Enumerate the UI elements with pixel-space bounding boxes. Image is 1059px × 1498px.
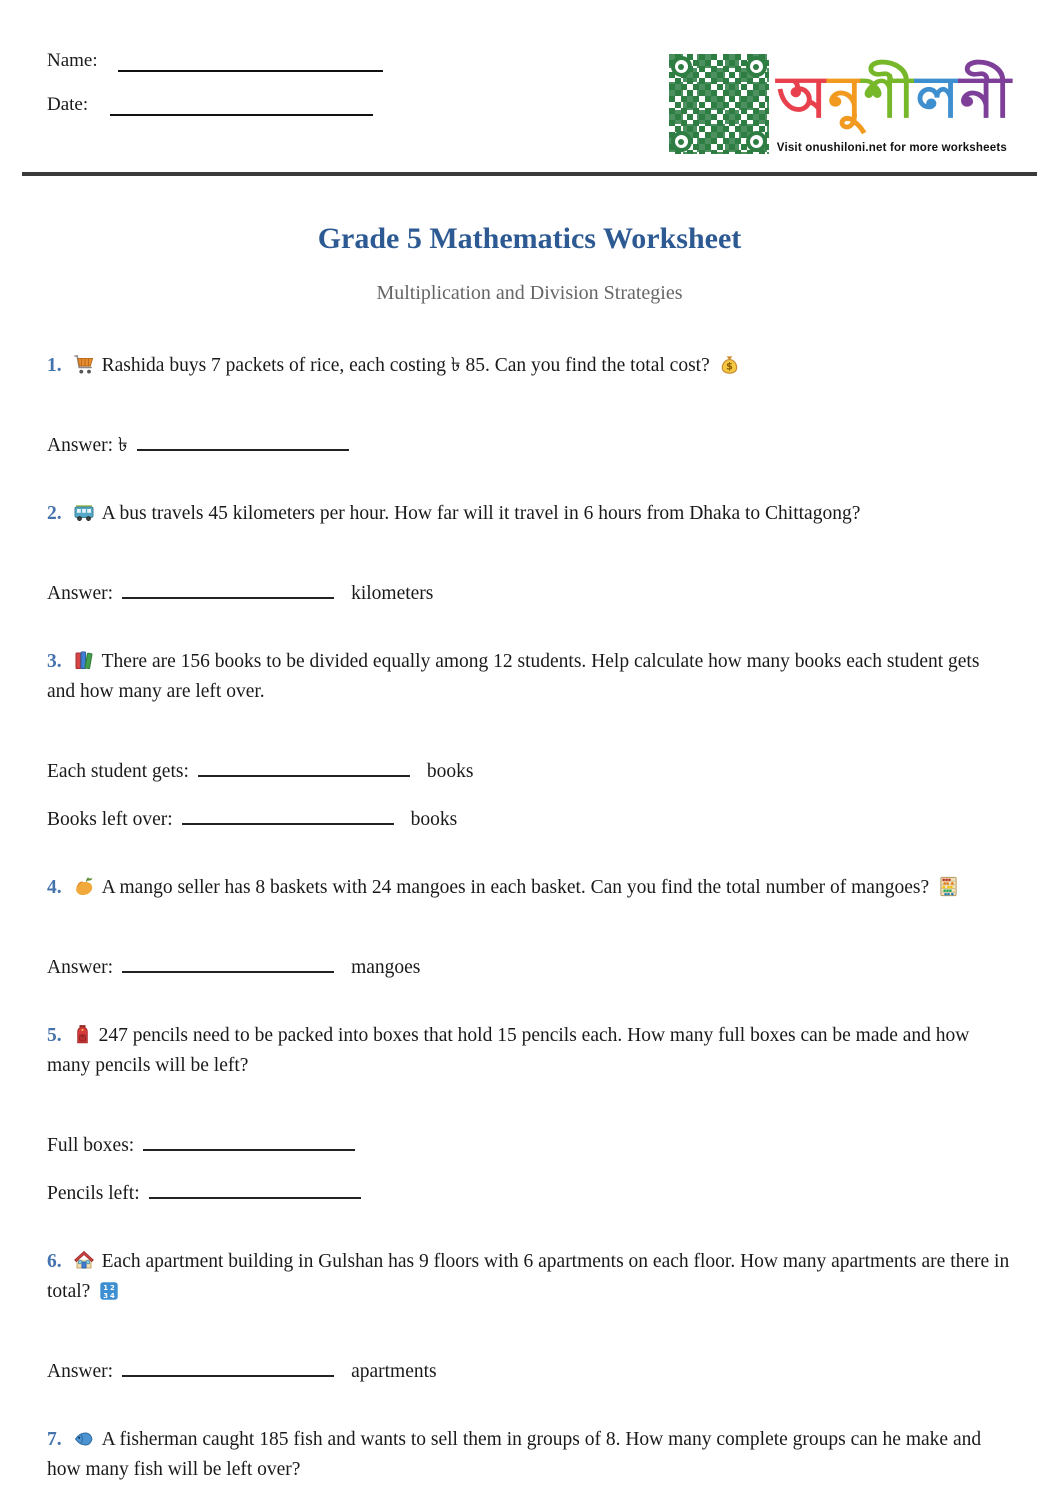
answer-label: Full boxes: [47, 1135, 135, 1156]
question-number: 1. [47, 355, 62, 376]
question-text: A fisherman caught 185 fish and wants to sell them in groups of 8. How many complete groups can he make and how many fish will be left over? [47, 1429, 982, 1480]
question-text: A bus travels 45 kilometers per hour. How far will it travel in 6 hours from Dhaka to Chittagong? [101, 503, 861, 524]
page-title: Grade 5 Mathematics Worksheet [317, 222, 742, 255]
question-text: There are 156 books to be divided equally among 12 students. Help calculate how many books each student gets and how many are left over. [47, 651, 980, 702]
answer-label: Answer: [47, 583, 114, 604]
question-5 [47, 1021, 1012, 1081]
question-4 [47, 873, 1012, 903]
question-3 [47, 647, 1012, 707]
question-7 [47, 1425, 1012, 1485]
logo-bengali-wordmark [777, 54, 1012, 140]
qr-finder-icon [671, 56, 692, 77]
qr-code [669, 54, 769, 154]
answer-blank [182, 805, 394, 825]
onushiloni-logo [669, 54, 1012, 154]
answer-unit: apartments [351, 1361, 437, 1382]
question-list [47, 351, 1012, 1485]
question-number: 7. [47, 1429, 62, 1450]
header-divider [22, 172, 1037, 176]
date-blank-line [110, 96, 373, 116]
answer-label: Books left over: [47, 809, 173, 830]
logo-tagline: Visit onushiloni.net for more worksheets [776, 142, 1007, 154]
answer-label: Each student gets: [47, 761, 189, 782]
question-number: 2. [47, 503, 62, 524]
date-label: Date: [47, 94, 89, 115]
question-6 [47, 1247, 1012, 1307]
answer-unit: books [426, 761, 474, 782]
fish-icon [72, 1425, 96, 1455]
answer-label: Answer: ৳ [47, 435, 128, 456]
answer-blank [122, 953, 334, 973]
question-1 [47, 351, 1012, 381]
name-label: Name: [47, 50, 98, 71]
answer-blank [143, 1131, 355, 1151]
logo-letter: অ [776, 63, 829, 131]
question-number: 6. [47, 1251, 62, 1272]
answer-blank [122, 579, 334, 599]
svg-text:1: 1 [103, 1284, 109, 1293]
logo-letter: শী [863, 63, 916, 131]
answer-blank [149, 1179, 361, 1199]
question-text: Each apartment building in Gulshan has 9 floors with 6 apartments on each floor. How many apartments are there in total? [47, 1251, 1010, 1302]
answer-row [47, 579, 1012, 605]
answer-blank [137, 431, 349, 451]
qr-finder-icon [746, 131, 767, 152]
answer-label: Answer: [47, 957, 114, 978]
answer-row [47, 1179, 1012, 1205]
mango-icon [72, 873, 96, 903]
answer-blank [198, 757, 410, 777]
logo-letter: নী [959, 63, 1012, 131]
answer-row [47, 1131, 1012, 1157]
question-number: 3. [47, 651, 62, 672]
question-number: 5. [47, 1025, 62, 1046]
answer-unit: books [410, 809, 458, 830]
answer-unit: kilometers [351, 583, 434, 604]
logo-text-block [777, 54, 1012, 154]
answer-label: Pencils left: [47, 1183, 140, 1204]
qr-finder-icon [746, 56, 767, 77]
answer-row [47, 805, 1012, 831]
money-bag-icon [718, 351, 741, 381]
answer-row [47, 953, 1012, 979]
question-text: Rashida buys 7 packets of rice, each costing ৳ 85. Can you find the total cost? [101, 355, 710, 376]
answer-blank [122, 1357, 334, 1377]
question-number: 4. [47, 877, 62, 898]
shopping-cart-icon [72, 351, 96, 381]
answer-row [47, 431, 1012, 457]
date-field-row [47, 94, 383, 116]
answer-unit: mangoes [351, 957, 421, 978]
bus-icon [72, 499, 96, 529]
svg-text:3: 3 [103, 1291, 109, 1300]
svg-text:2: 2 [110, 1284, 116, 1293]
logo-letter: নু [828, 63, 864, 131]
house-icon [72, 1247, 96, 1277]
answer-label: Answer: [47, 1361, 114, 1382]
qr-finder-icon [671, 131, 692, 152]
svg-text:$: $ [725, 361, 733, 373]
question-text: 247 pencils need to be packed into boxes that hold 15 pencils each. How many full boxes can be made and how many pencils will be left? [47, 1025, 970, 1076]
question-text: A mango seller has 8 baskets with 24 mangoes in each basket. Can you find the total number of mangoes? [101, 877, 930, 898]
answer-row [47, 757, 1012, 783]
answer-row [47, 1357, 1012, 1383]
logo-letter: ল [915, 63, 960, 131]
books-icon [72, 647, 96, 677]
svg-text:4: 4 [110, 1291, 116, 1300]
abacus-icon [937, 873, 960, 903]
question-2 [47, 499, 1012, 529]
name-field-row [47, 50, 383, 72]
page-header [47, 40, 1012, 154]
page-subtitle: Multiplication and Division Strategies [376, 282, 683, 304]
name-blank-line [118, 52, 383, 72]
backpack-icon [72, 1021, 93, 1051]
input-numbers-icon [98, 1277, 120, 1307]
student-fields [47, 40, 383, 138]
